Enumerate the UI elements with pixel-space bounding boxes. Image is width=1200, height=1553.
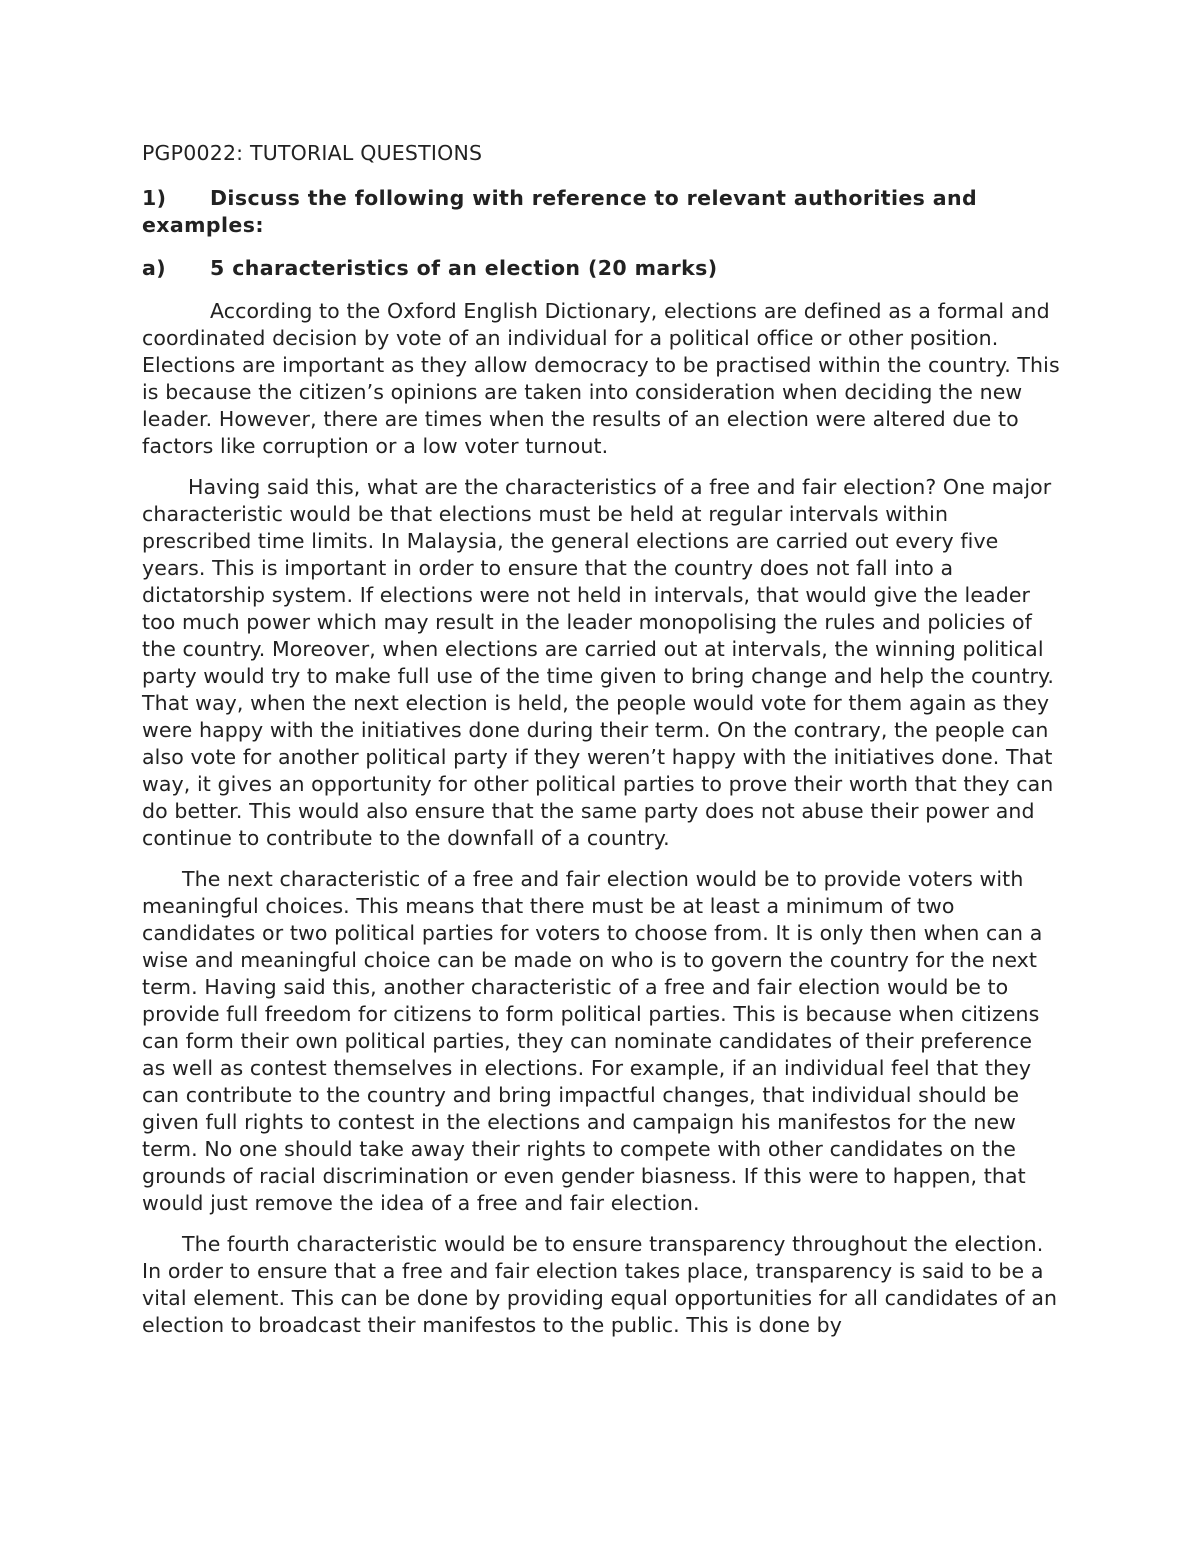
subquestion-text: 5 characteristics of an election (20 marks): [210, 256, 718, 280]
paragraph-1: According to the Oxford English Dictionary, elections are defined as a formal and coordinated decision by vote of an individual for a political office or other position. Elections are important as they allow democracy to be practised within the country. This is because the citizen’s opinions are taken into consideration when deciding the new leader. However, there are times when the results of an election were altered due to factors like corruption or a low voter turnout.: [142, 299, 1060, 458]
document-title: PGP0022: TUTORIAL QUESTIONS: [142, 141, 483, 165]
question-text: Discuss the following with reference to relevant authorities and examples:: [142, 186, 978, 237]
paragraph-3: The next characteristic of a free and fair election would be to provide voters with meaningful choices. This means that there must be at least a minimum of two candidates or two political parties for voters to choose from. It is only then when can a wise and meaningful choice can be made on who is to govern the country for the next term. Having said this, another characteristic of a free and fair election would be to provide full freedom for citizens to form political parties. This is because when citizens can form their own political parties, they can nominate candidates of their preference as well as contest themselves in elections. For example, if an individual feel that they can contribute to the country and bring impactful changes, that individual should be given full rights to contest in the elections and campaign his manifestos for the new term. No one should take away their rights to compete with other candidates on the grounds of racial discrimination or even gender biasness. If this were to happen, that would just remove the idea of a free and fair election.: [142, 867, 1043, 1215]
subquestion-number: a): [142, 256, 167, 280]
subquestion-a: [142, 255, 1062, 282]
question-number: 1): [142, 186, 167, 210]
paragraph-4: The fourth characteristic would be to ensure transparency throughout the election. In order to ensure that a free and fair election takes place, transparency is said to be a vital element. This can be done by providing equal opportunities for all candidates of an election to broadcast their manifestos to the public. This is done by: [142, 1232, 1058, 1337]
paragraph-2: Having said this, what are the characteristics of a free and fair election? One major characteristic would be that elections must be held at regular intervals within prescribed time limits. In Malaysia, the general elections are carried out every five years. This is important in order to ensure that the country does not fall into a dictatorship system. If elections were not held in intervals, that would give the leader too much power which may result in the leader monopolising the rules and policies of the country. Moreover, when elections are carried out at intervals, the winning political party would try to make full use of the time given to bring change and help the country. That way, when the next election is held, the people would vote for them again as they were happy with the initiatives done during their term. On the contrary, the people can also vote for another political party if they weren’t happy with the initiatives done. That way, it gives an opportunity for other political parties to prove their worth that they can do better. This would also ensure that the same party does not abuse their power and continue to contribute to the downfall of a country.: [142, 475, 1054, 850]
question-1: [142, 185, 1062, 239]
document-body: [142, 140, 1062, 1353]
